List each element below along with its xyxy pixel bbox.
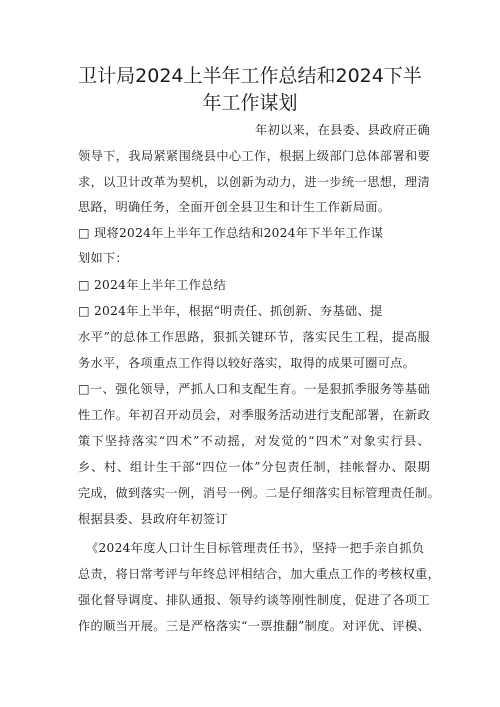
paragraph-line-13: 策下坚持落实“四术”不动摇，对发觉的“四术”对象实行县、 xyxy=(78,434,430,448)
paragraph-line-12: 性工作。年初召开动员会，对季服务活动进行支配部署，在新政 xyxy=(78,408,430,422)
paragraph-line-14: 乡、村、组计生干部“四位一体”分包责任制，挂帐督办、限期 xyxy=(78,460,430,474)
paragraph-line-17: 《2024年度人口计生目标管理责任书》，坚持一把手亲自抓负 xyxy=(86,541,425,555)
paragraph-line-8: □ 2024年上半年，根据“明责任、抓创新、夯基础、提 xyxy=(78,304,383,318)
paragraph-line-10: 务水平，各项重点工作得以较好落实，取得的成果可圈可点。 xyxy=(78,356,416,370)
paragraph-line-3: 求，以卫计改革为契机，以创新为动力，进一步统一思想，理清 xyxy=(78,175,430,189)
section-heading-line: □ 2024年上半年工作总结 xyxy=(78,278,227,292)
paragraph-line-6: 划如下： xyxy=(78,251,128,265)
paragraph-line-15: 完成，做到落实一例，消号一例。二是仔细落实目标管理责任制。 xyxy=(78,486,441,500)
paragraph-line-20: 作的顺当开展。三是严格落实“一票推翻”制度。对评优、评模、 xyxy=(78,619,430,633)
document-title-line-2: 年工作谋划 xyxy=(202,92,298,114)
paragraph-line-1: 年初以来，在县委、县政府正确 xyxy=(255,123,430,137)
paragraph-line-18: 总责，将日常考评与年终总评相结合，加大重点工作的考核权重， xyxy=(78,567,441,581)
paragraph-line-9: 水平”的总体工作思路，狠抓关键环节，落实民生工程，提高服 xyxy=(78,330,430,344)
paragraph-line-11: □一、强化领导，严抓人口和支配生育。一是狠抓季服务等基础 xyxy=(78,382,430,396)
paragraph-line-16: 根据县委、县政府年初签订 xyxy=(78,512,228,526)
paragraph-line-19: 强化督导调度、排队通报、领导约谈等刚性制度，促进了各项工 xyxy=(78,593,430,607)
paragraph-line-2: 领导下，我局紧紧围绕县中心工作，根据上级部门总体部署和要 xyxy=(78,149,430,163)
paragraph-line-5: □ 现将2024年上半年工作总结和2024年下半年工作谋 xyxy=(78,226,384,240)
paragraph-line-4: 思路，明确任务，全面开创全县卫生和计生工作新局面。 xyxy=(78,200,391,214)
document-title-line-1: 卫计局2024上半年工作总结和2024下半 xyxy=(78,65,422,87)
